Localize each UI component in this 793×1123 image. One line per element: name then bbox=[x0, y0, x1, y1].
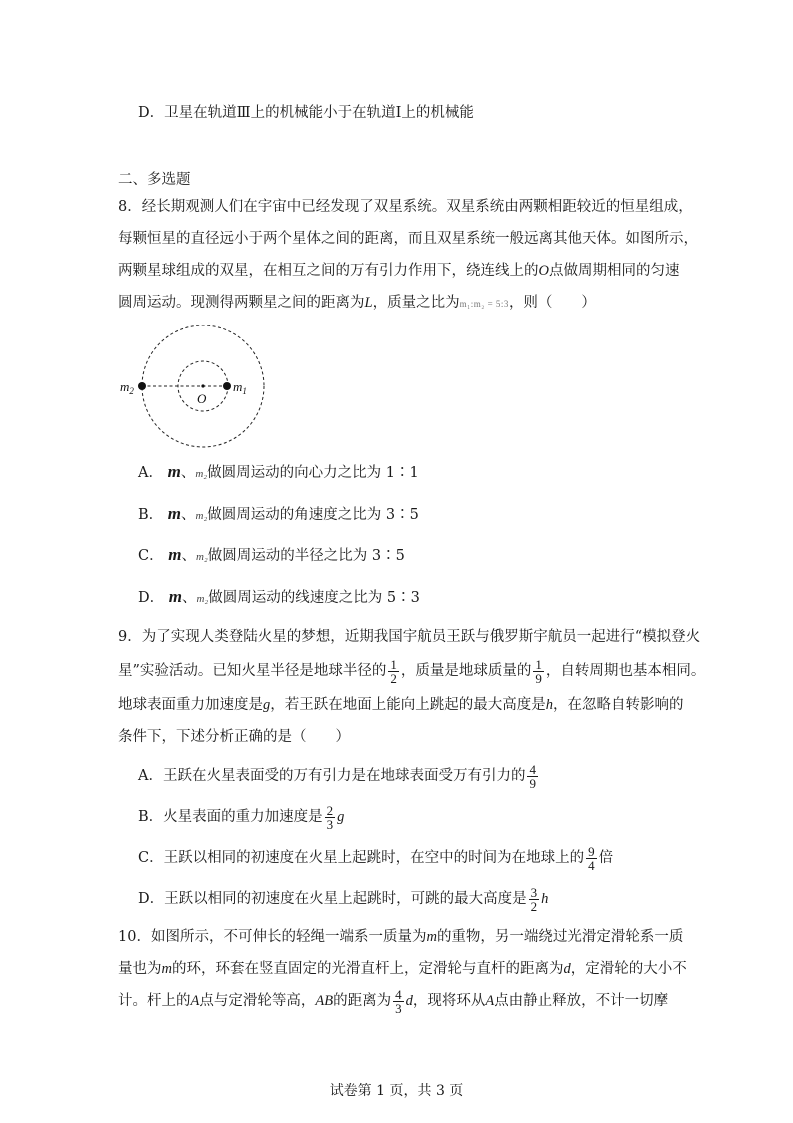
point-a-label: A bbox=[190, 993, 200, 1009]
q9-option-d bbox=[138, 882, 548, 916]
q8-text: ，则（ ） bbox=[508, 295, 596, 311]
option-text: 做圆周运动的角速度之比为 3∶5 bbox=[207, 507, 419, 523]
var-m: m bbox=[426, 929, 437, 945]
fraction-denominator: 3 bbox=[395, 1000, 402, 1016]
q9-text: ，质量是地球质量的 bbox=[400, 663, 532, 679]
fraction-denominator: 2 bbox=[390, 670, 397, 686]
fraction-denominator: 3 bbox=[326, 816, 334, 832]
separator: 、 bbox=[181, 507, 196, 523]
fraction-numerator: 1 bbox=[535, 656, 542, 672]
q8-line-4 bbox=[118, 293, 596, 314]
q8-text: 两颗星球组成的双星，在相互之间的万有引力作用下，绕连线上的 bbox=[118, 263, 539, 279]
option-letter: A． bbox=[138, 465, 163, 481]
var-d: d bbox=[405, 993, 413, 1009]
option-letter: B． bbox=[138, 507, 164, 523]
option-text: D．王跃以相同的初速度在火星上起跳时，可跳的最大高度是 bbox=[138, 891, 527, 907]
fraction-one-half bbox=[388, 658, 399, 685]
q10-line-2 bbox=[118, 959, 687, 979]
separator: 、 bbox=[181, 590, 197, 606]
label-m1: $m_1$ bbox=[233, 379, 247, 396]
m1-symbol: m bbox=[168, 545, 182, 564]
section-title: 二、多选题 bbox=[118, 172, 191, 188]
label-m2: $m_2$ bbox=[120, 379, 134, 396]
q10-text: 点与定滑轮等高， bbox=[199, 993, 316, 1009]
q9-option-a bbox=[138, 759, 540, 793]
var-h: h bbox=[545, 697, 553, 713]
q10-text: 的距离为 bbox=[333, 993, 392, 1009]
q8-option-b bbox=[138, 504, 419, 526]
q8-text: ，质量之比为 bbox=[372, 295, 460, 311]
fraction-numerator: 4 bbox=[529, 761, 536, 777]
segment-ab-label: AB bbox=[315, 993, 334, 1009]
fraction-numerator: 3 bbox=[530, 884, 538, 900]
q9-text: ，在忽略自转影响的 bbox=[553, 697, 684, 713]
fraction-denominator: 9 bbox=[535, 670, 542, 686]
fraction-denominator: 9 bbox=[529, 775, 536, 791]
separator: 、 bbox=[180, 465, 196, 481]
q10-text: 的环，环套在竖直固定的光滑直杆上，定滑轮与直杆的距离为 bbox=[171, 961, 564, 977]
point-o-label: O bbox=[538, 263, 549, 279]
fraction-four-ninths bbox=[527, 763, 538, 790]
q8-line-2: 每颗恒星的直径远小于两个星体之间的距离，而且双星系统一般远离其他天体。如图所示， bbox=[118, 231, 698, 247]
q10-text: ，定滑轮的大小不 bbox=[570, 961, 687, 977]
q10-text: 点由静止释放，不计一切摩 bbox=[494, 993, 669, 1009]
option-text: C．王跃以相同的初速度在火星上起跳时，在空中的时间为在地球上的 bbox=[138, 850, 585, 866]
q9-text: ，自转周期也基本相同。 bbox=[545, 663, 706, 679]
q9-text: 星”实验活动。已知火星半径是地球半径的 bbox=[118, 663, 387, 679]
q9-line-2 bbox=[118, 654, 705, 688]
fraction-three-halves bbox=[529, 886, 540, 913]
option-letter: C． bbox=[138, 548, 164, 564]
q9-option-c bbox=[138, 841, 613, 875]
q9-line-4: 条件下，下述分析正确的是（ ） bbox=[118, 729, 350, 745]
q8-line-1: 8．经长期观测人们在宇宙中已经发现了双星系统。双星系统由两颗相距较近的恒星组成， bbox=[118, 199, 693, 215]
fraction-one-ninth bbox=[533, 658, 544, 685]
fraction-denominator: 4 bbox=[588, 857, 595, 873]
option-text: 做圆周运动的线速度之比为 5∶3 bbox=[208, 590, 420, 606]
q9-line-1: 9．为了实现人类登陆火星的梦想，近期我国宇航员王跃与俄罗斯宇航员一起进行“模拟登火 bbox=[118, 629, 701, 645]
m2-symbol: m₂ bbox=[195, 551, 208, 563]
var-g: g bbox=[337, 809, 345, 825]
q9-option-b bbox=[138, 800, 344, 834]
q9-text: 地球表面重力加速度是 bbox=[118, 697, 263, 713]
var-m: m bbox=[161, 961, 172, 977]
binary-star-figure bbox=[115, 325, 305, 453]
var-d: d bbox=[563, 961, 571, 977]
option-letter: D． bbox=[138, 590, 165, 606]
q10-text: ，现将环从 bbox=[412, 993, 486, 1009]
option-text: 做圆周运动的向心力之比为 1∶1 bbox=[207, 465, 419, 481]
option-text: A．王跃在火星表面受的万有引力是在地球表面受万有引力的 bbox=[138, 768, 526, 784]
q8-line-3 bbox=[118, 261, 679, 281]
m2-symbol: m₂ bbox=[195, 510, 208, 522]
q8-text: 点做周期相同的匀速 bbox=[548, 263, 680, 279]
label-o: O bbox=[197, 391, 207, 406]
q10-line-3 bbox=[118, 984, 668, 1018]
m1-symbol: m bbox=[167, 462, 181, 481]
q7-option-d: D．卫星在轨道Ⅲ上的机械能小于在轨道Ⅰ上的机械能 bbox=[138, 105, 474, 121]
option-text: 做圆周运动的半径之比为 3∶5 bbox=[207, 548, 405, 564]
fraction-numerator: 4 bbox=[395, 986, 402, 1002]
q10-text: 的重物，另一端绕过光滑定滑轮系一质 bbox=[436, 929, 684, 945]
fraction-numerator: 9 bbox=[588, 843, 595, 859]
fraction-nine-fourths bbox=[586, 845, 597, 872]
star-m1 bbox=[223, 382, 231, 390]
var-g: g bbox=[263, 697, 271, 713]
q10-line-1 bbox=[118, 927, 683, 947]
option-text: 倍 bbox=[598, 850, 614, 866]
fraction-denominator: 2 bbox=[530, 898, 538, 914]
var-h: h bbox=[541, 891, 549, 907]
m2-symbol: m₂ bbox=[196, 593, 209, 605]
q8-option-d bbox=[138, 587, 420, 609]
q9-line-3 bbox=[118, 695, 684, 715]
q10-text: 量也为 bbox=[118, 961, 162, 977]
center-o-dot bbox=[201, 384, 204, 387]
fraction-four-thirds bbox=[393, 988, 404, 1015]
separator: 、 bbox=[181, 548, 196, 564]
q8-option-c bbox=[138, 545, 405, 567]
mass-ratio-formula: m₁:m₂ = 5:3 bbox=[459, 299, 509, 309]
q8-option-a bbox=[138, 462, 419, 484]
star-m2 bbox=[138, 382, 146, 390]
option-text: B．火星表面的重力加速度是 bbox=[138, 809, 323, 825]
m2-symbol: m₂ bbox=[195, 468, 208, 480]
fraction-two-thirds bbox=[325, 804, 336, 831]
point-a-label: A bbox=[485, 993, 495, 1009]
fraction-numerator: 2 bbox=[326, 802, 334, 818]
q8-text: 圆周运动。现测得两颗星之间的距离为 bbox=[118, 295, 365, 311]
m1-symbol: m bbox=[167, 504, 181, 523]
q9-text: ，若王跃在地面上能向上跳起的最大高度是 bbox=[270, 697, 546, 713]
distance-l-label: L bbox=[364, 295, 373, 311]
q10-text: 计。杆上的 bbox=[118, 993, 191, 1009]
m1-symbol: m bbox=[168, 587, 182, 606]
page-footer: 试卷第 1 页，共 3 页 bbox=[329, 1083, 464, 1099]
fraction-numerator: 1 bbox=[390, 656, 397, 672]
q10-text: 10．如图所示，不可伸长的轻绳一端系一质量为 bbox=[118, 929, 427, 945]
